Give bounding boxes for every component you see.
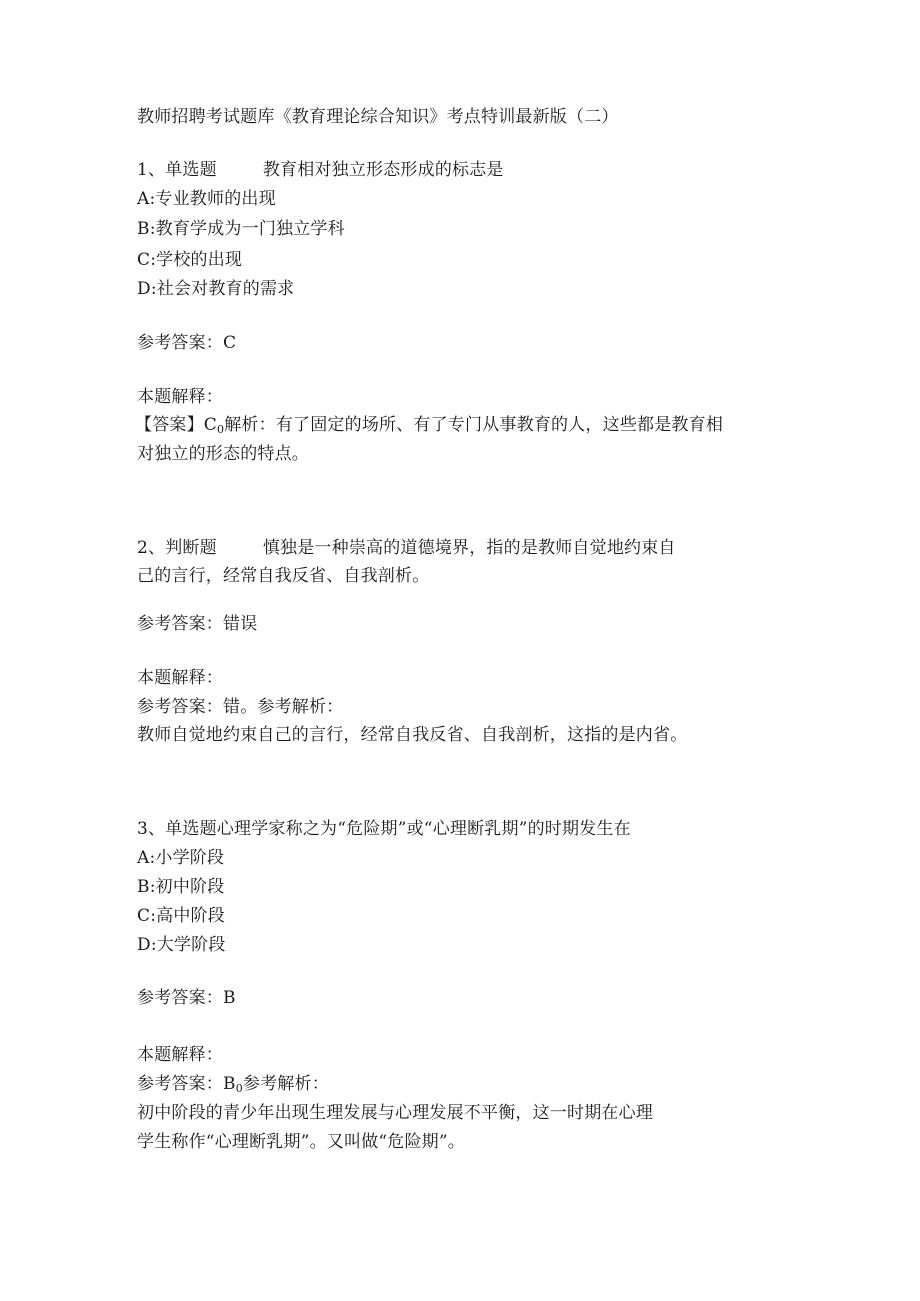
question-1-option-a: A:专业教师的出现 [137, 189, 276, 209]
question-2-header [137, 537, 676, 559]
question-1-header [137, 159, 504, 181]
question-1-explanation-prefix: 【答案】C [135, 415, 218, 435]
question-1-explanation-line-2: 对独立的形态的特点。 [137, 444, 309, 464]
question-1-option-c: C:学校的出现 [137, 250, 243, 270]
question-3-explanation-rest: 参考解析： [242, 1074, 329, 1094]
question-3-explanation-line-1 [137, 1073, 329, 1100]
question-3-stem: 心理学家称之为“危险期”或“心理断乳期”的时期发生在 [216, 819, 631, 839]
question-3-explanation-prefix: 参考答案：B [137, 1074, 236, 1094]
question-1-option-b: B:教育学成为一门独立学科 [137, 219, 345, 239]
question-3-explanation-line-3: 学生称作“心理断乳期”。又叫做“危险期”。 [137, 1132, 465, 1152]
question-2-answer: 参考答案：错误 [137, 614, 258, 634]
question-2-stem-continued: 己的言行，经常自我反省、自我剖析。 [137, 566, 430, 586]
question-1-explanation-label: 本题解释： [137, 387, 223, 407]
question-1-option-d: D:社会对教育的需求 [137, 279, 295, 299]
question-3-explanation-label: 本题解释： [137, 1045, 223, 1065]
question-3-option-c: C:高中阶段 [137, 906, 225, 926]
question-1-explanation-rest: 解析：有了固定的场所、有了专门从事教育的人，这些都是教育相 [224, 415, 724, 435]
question-2-explanation-label: 本题解释： [137, 668, 223, 688]
question-3-explanation-sub: 0 [235, 1082, 243, 1095]
question-3-header [137, 818, 631, 840]
question-2-number: 2、判断题 [137, 538, 217, 558]
question-1-explanation-line-1 [135, 414, 723, 441]
question-3-option-d: D:大学阶段 [137, 935, 226, 955]
question-3-explanation-line-2: 初中阶段的青少年出现生理发展与心理发展不平衡，这一时期在心理 [137, 1103, 653, 1123]
question-2-explanation-line-2: 教师自觉地约束自己的言行，经常自我反省、自我剖析，这指的是内省。 [137, 725, 688, 745]
question-3-option-a: A:小学阶段 [137, 848, 225, 868]
question-2-explanation-line-1: 参考答案：错。参考解析： [137, 697, 344, 717]
question-1-explanation-sub: 0 [217, 423, 225, 436]
question-3-option-b: B:初中阶段 [137, 877, 225, 897]
question-3-answer: 参考答案：B [137, 988, 236, 1008]
question-1-stem: 教育相对独立形态形成的标志是 [262, 160, 504, 180]
question-2-stem: 慎独是一种崇高的道德境界，指的是教师自觉地约束自 [262, 538, 676, 558]
question-1-answer: 参考答案：C [137, 333, 237, 353]
question-3-number: 3、单选题 [137, 819, 217, 839]
document-title: 教师招聘考试题库《教育理论综合知识》考点特训最新版（二） [137, 107, 619, 127]
question-1-number: 1、单选题 [137, 160, 217, 180]
